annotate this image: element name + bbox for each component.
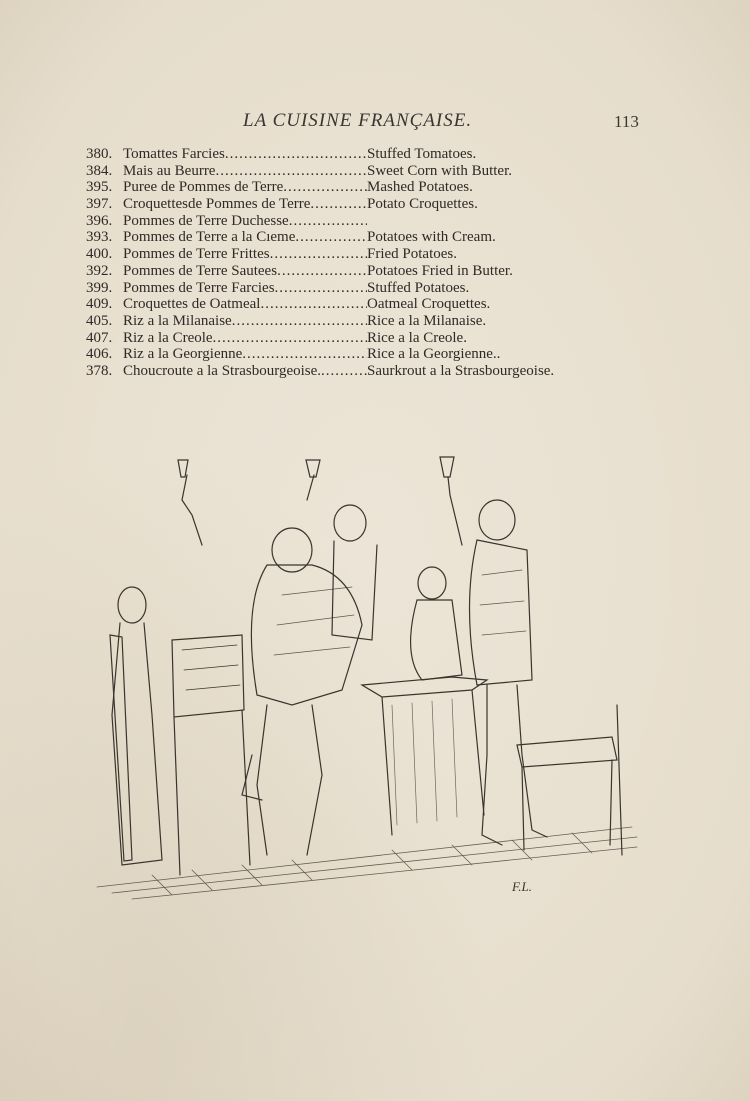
french-dish-text: Pommes de Terre Duchesse	[123, 212, 289, 229]
running-head: LA CUISINE FRANÇAISE.	[243, 110, 473, 131]
dot-leader	[283, 179, 367, 196]
recipe-number: 399.	[86, 279, 113, 296]
recipe-number: 392.	[86, 262, 113, 279]
menu-item	[86, 280, 686, 297]
english-dish-name: Sweet Corn with Butter.	[367, 162, 512, 179]
english-dish-name: Fried Potatoes.	[367, 246, 457, 263]
recipe-number: 396.	[86, 212, 113, 229]
menu-list	[86, 146, 686, 380]
french-dish-text: Puree de Pommes de Terre	[123, 179, 284, 196]
english-dish-name: Stuffed Tomatoes.	[367, 146, 477, 162]
menu-item	[86, 296, 686, 313]
english-dish-name: Stuffed Potatoes.	[367, 279, 470, 296]
english-dish-name: Rice a la Milanaise.	[367, 312, 487, 329]
french-dish-text: Pommes de Terre a la Cıeme	[123, 229, 296, 246]
dot-leader	[295, 229, 367, 246]
dot-leader	[215, 163, 367, 180]
french-dish-name	[123, 179, 367, 196]
english-dish-name: Potatoes Fried in Butter.	[367, 262, 513, 279]
recipe-number: 397.	[86, 196, 113, 213]
french-dish-name	[123, 146, 367, 163]
recipe-number: 405.	[86, 312, 113, 329]
page-number: 113	[614, 112, 639, 131]
english-dish-name: Rice a la Georgienne..	[367, 346, 501, 363]
recipe-number: 406.	[86, 346, 113, 363]
french-dish-name	[123, 330, 367, 347]
recipe-number: 380.	[86, 146, 113, 162]
banquet-engraving	[92, 455, 644, 905]
menu-item	[86, 163, 686, 180]
french-dish-name	[123, 213, 367, 230]
french-dish-text: Croquettes de Oatmeal	[123, 296, 261, 313]
recipe-number: 400.	[86, 246, 113, 263]
english-dish-name: Rice a la Creole.	[367, 329, 467, 346]
french-dish-name	[123, 296, 367, 313]
menu-item	[86, 246, 686, 263]
menu-item	[86, 313, 686, 330]
dot-leader	[289, 213, 367, 230]
dot-leader	[270, 246, 367, 263]
english-dish-name: Saurkrout a la Strasbourgeoise.	[367, 362, 555, 379]
french-dish-text: Tomattes Farcies	[123, 146, 225, 162]
menu-item	[86, 146, 686, 163]
french-dish-name	[123, 313, 367, 330]
french-dish-text: Riz a la Georgienne	[123, 346, 243, 363]
french-dish-name	[123, 363, 367, 380]
recipe-number: 395.	[86, 179, 113, 196]
french-dish-name	[123, 246, 367, 263]
french-dish-name	[123, 346, 367, 363]
dot-leader	[225, 146, 367, 163]
recipe-number: 378.	[86, 362, 113, 379]
dot-leader	[232, 313, 367, 330]
french-dish-text: Pommes de Terre Sautees	[123, 262, 278, 279]
menu-item	[86, 213, 686, 230]
dot-leader	[242, 346, 367, 363]
french-dish-text: Mais au Beurre	[123, 162, 216, 179]
artist-signature: F.L.	[512, 879, 532, 894]
english-dish-name: Potatoes with Cream.	[367, 229, 496, 246]
menu-item	[86, 363, 686, 380]
menu-item	[86, 263, 686, 280]
menu-item	[86, 346, 686, 363]
dot-leader	[321, 363, 367, 380]
french-dish-text: Pommes de Terre Farcies	[123, 279, 275, 296]
menu-item	[86, 179, 686, 196]
french-dish-name	[123, 229, 367, 246]
recipe-number: 407.	[86, 329, 113, 346]
dot-leader	[277, 263, 367, 280]
french-dish-text: Pommes de Terre Frittes	[123, 246, 270, 263]
menu-item	[86, 229, 686, 246]
english-dish-name: Potato Croquettes.	[367, 196, 478, 213]
french-dish-text: Riz a la Milanaise	[123, 312, 232, 329]
dot-leader	[275, 280, 367, 297]
french-dish-name	[123, 163, 367, 180]
english-dish-name: Oatmeal Croquettes.	[367, 296, 491, 313]
english-dish-name: Mashed Potatoes.	[367, 179, 473, 196]
recipe-number: 384.	[86, 162, 113, 179]
recipe-number: 393.	[86, 229, 113, 246]
recipe-number: 409.	[86, 296, 113, 313]
french-dish-name	[123, 196, 367, 213]
dot-leader	[213, 330, 367, 347]
menu-item	[86, 330, 686, 347]
dot-leader	[310, 196, 367, 213]
french-dish-name	[123, 263, 367, 280]
french-dish-name	[123, 280, 367, 297]
menu-item	[86, 196, 686, 213]
french-dish-text: Choucroute a la Strasbourgeoise.	[123, 362, 322, 379]
french-dish-text: Riz a la Creole	[123, 329, 213, 346]
dot-leader	[260, 296, 367, 313]
french-dish-text: Croquettesde Pommes de Terre	[123, 196, 311, 213]
